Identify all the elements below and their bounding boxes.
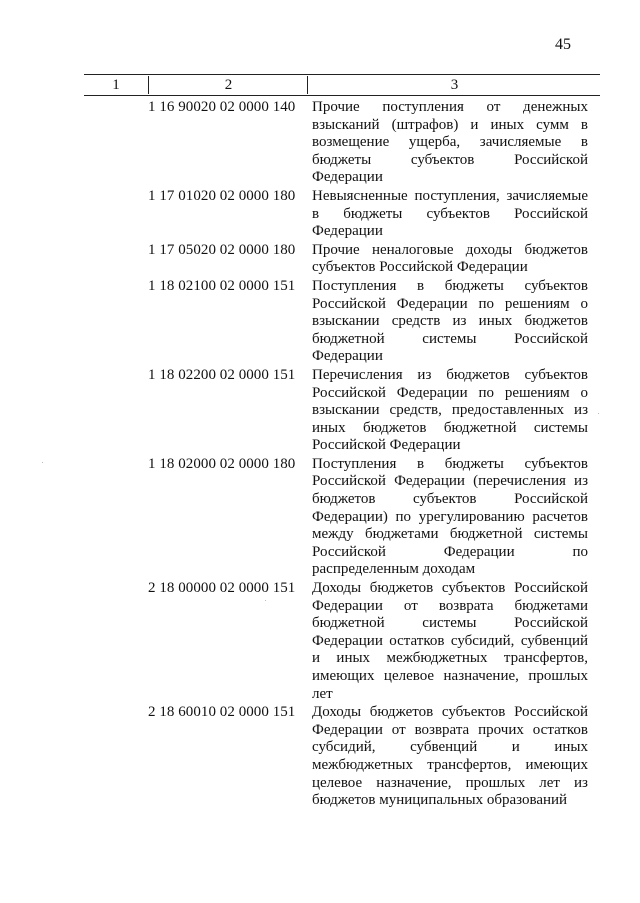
header-col-2: 2 bbox=[148, 76, 308, 94]
row-code: 2 18 00000 02 0000 151 bbox=[148, 580, 296, 597]
table-row bbox=[148, 99, 600, 187]
row-code: 1 17 01020 02 0000 180 bbox=[148, 187, 296, 204]
table-row bbox=[148, 242, 600, 277]
table-body bbox=[148, 99, 600, 811]
row-description: Невыясненные поступления, зачисляемые в бюджеты субъектов Российской Федерации bbox=[312, 187, 588, 240]
table-row bbox=[148, 278, 600, 366]
row-code: 1 18 02200 02 0000 151 bbox=[148, 366, 296, 383]
row-description: Доходы бюджетов субъектов Российской Федерации от возврата бюджетами бюджетной системы Российской Федерации остатков субсидий, субвенций и иных межбюджетных трансфертов, имеющих целевое назначение, прошлых лет bbox=[312, 580, 588, 702]
header-col-1: 1 bbox=[112, 77, 120, 93]
table-row bbox=[148, 456, 600, 579]
page-number: 45 bbox=[555, 36, 571, 53]
row-code: 1 18 02000 02 0000 180 bbox=[148, 455, 296, 472]
table-row bbox=[148, 704, 600, 810]
row-description: Прочие неналоговые доходы бюджетов субъектов Российской Федерации bbox=[312, 241, 588, 276]
row-code: 1 17 05020 02 0000 180 bbox=[148, 241, 296, 258]
row-code: 2 18 60010 02 0000 151 bbox=[148, 704, 296, 721]
row-description: Прочие поступления от денежных взысканий (штрафов) и иных сумм в возмещение ущерба, зачисляемые в бюджеты субъектов Российской Федерации bbox=[312, 99, 588, 186]
scan-speck bbox=[598, 413, 599, 414]
row-code: 1 18 02100 02 0000 151 bbox=[148, 277, 296, 294]
table-row bbox=[148, 188, 600, 241]
table-header bbox=[84, 74, 600, 96]
row-code: 1 16 90020 02 0000 140 bbox=[148, 99, 296, 115]
row-description: Доходы бюджетов субъектов Российской Федерации от возврата прочих остатков субсидий, субвенций и иных межбюджетных трансфертов, имеющих целевое назначение, прошлых лет из бюджетов муниципальных образований bbox=[312, 704, 588, 809]
table-row bbox=[148, 367, 600, 455]
header-col-3: 3 bbox=[307, 76, 601, 94]
row-description: Перечисления из бюджетов субъектов Российской Федерации по решениям о взыскании средств, предоставленных из иных бюджетов бюджетной системы Российской Федерации bbox=[312, 366, 588, 454]
table-row bbox=[148, 580, 600, 703]
row-description: Поступления в бюджеты субъектов Российской Федерации (перечисления из бюджетов субъектов Российской Федерации) по урегулированию расчетов между бюджетами бюджетной системы Российской Федерации по распределенным доходам bbox=[312, 455, 588, 578]
scan-speck bbox=[265, 600, 266, 601]
row-description: Поступления в бюджеты субъектов Российской Федерации по решениям о взыскании средств из иных бюджетов бюджетной системы Российской Федерации bbox=[312, 277, 588, 365]
scan-speck bbox=[42, 462, 43, 463]
